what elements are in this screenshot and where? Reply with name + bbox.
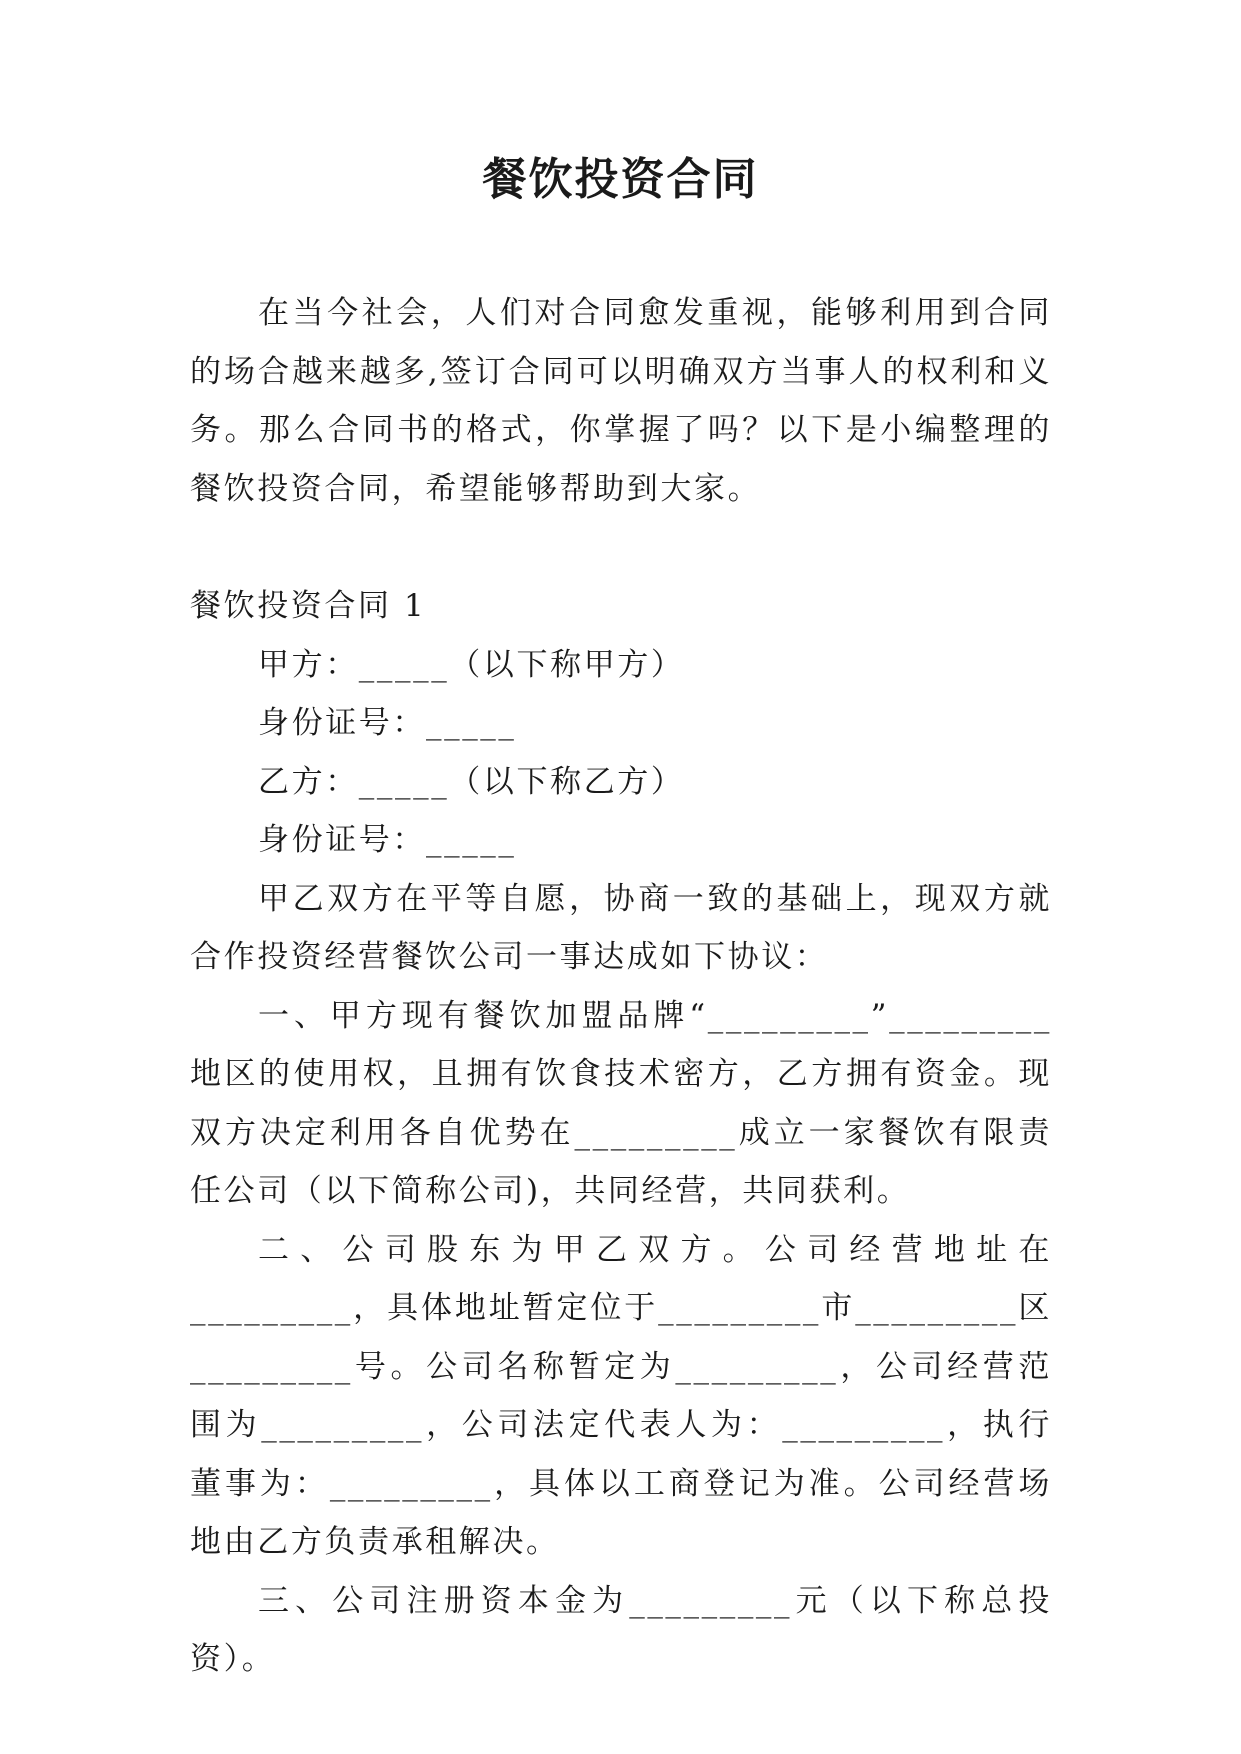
document-title: 餐饮投资合同 xyxy=(482,154,759,205)
paragraph-spacer xyxy=(190,518,1052,577)
party-a-line: 甲方：_____（以下称甲方） xyxy=(258,646,685,683)
clause-1-paragraph: 一、甲方现有餐饮加盟品牌“_________”_________地区的使用权，且拥有饮食技术密方，乙方拥有资金。现双方决定利用各自优势在_________成立一家餐饮有限责任公司（以下简称公司)，共同经营，共同获利。 xyxy=(190,997,1052,1209)
section-heading: 餐饮投资合同 1 xyxy=(190,588,427,624)
preamble-paragraph: 甲乙双方在平等自愿，协商一致的基础上，现双方就合作投资经营餐饮公司一事达成如下协议： xyxy=(190,880,1052,975)
party-a-id-line: 身份证号：_____ xyxy=(258,705,517,741)
intro-paragraph: 在当今社会，人们对合同愈发重视，能够利用到合同的场合越来越多,签订合同可以明确双方当事人的权利和义务。那么合同书的格式，你掌握了吗？以下是小编整理的餐饮投资合同，希望能够帮助到大家。 xyxy=(190,295,1052,507)
clause-2-paragraph: 二、公司股东为甲乙双方。公司经营地址在_________，具体地址暂定位于_________市_________区_________号。公司名称暂定为_________，公司经营范围为_________，公司法定代表人为：_________，执行董事为：_________，具体以工商登记为准。公司经营场地由乙方负责承租解决。 xyxy=(190,1231,1052,1560)
party-b-line: 乙方：_____（以下称乙方） xyxy=(258,763,685,800)
party-b-id-line: 身份证号：_____ xyxy=(258,822,517,858)
clause-3-paragraph: 三、公司注册资本金为_________元（以下称总投资）。 xyxy=(190,1582,1052,1677)
document-body xyxy=(190,284,1052,1689)
